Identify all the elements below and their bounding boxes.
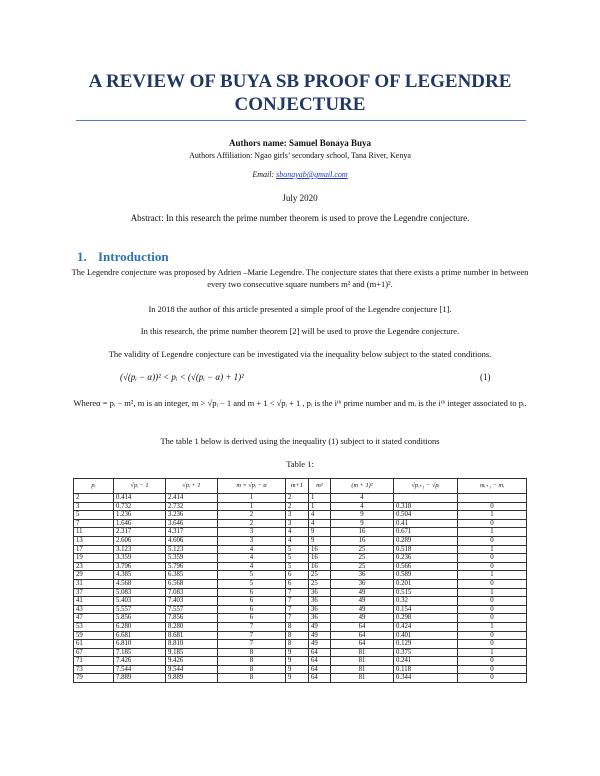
- table-cell: 4: [309, 519, 331, 528]
- table-cell: 16: [309, 562, 331, 571]
- table-cell: 0.236: [394, 554, 458, 563]
- table-cell: 25: [331, 554, 394, 563]
- table-cell: 7: [218, 622, 286, 631]
- table-row: [74, 545, 527, 554]
- table-cell: 64: [309, 648, 331, 657]
- table-cell: 9.889: [166, 674, 218, 683]
- table-row: [74, 519, 527, 528]
- data-table: [73, 478, 527, 683]
- table-cell: 16: [309, 545, 331, 554]
- table-cell: 1: [309, 502, 331, 511]
- abstract: Abstract: In this research the prime number theorem is used to prove the Legendre conjecture.: [130, 213, 470, 223]
- table-cell: 7.083: [166, 588, 218, 597]
- table-cell: 0.424: [394, 622, 458, 631]
- table-body: [74, 494, 527, 683]
- table-cell: 0: [458, 665, 527, 674]
- section-heading-introduction: [77, 249, 169, 265]
- table-cell: 3: [218, 528, 286, 537]
- table-cell: 5.359: [166, 554, 218, 563]
- table-cell: 5: [286, 562, 309, 571]
- table-cell: 0: [458, 502, 527, 511]
- affiliation-line: Authors Affiliation: Ngao girls’ secondary school, Tana River, Kenya: [189, 151, 411, 160]
- table-cell: 1: [458, 648, 527, 657]
- table-cell: 2.606: [114, 536, 166, 545]
- table-cell: 36: [331, 579, 394, 588]
- table-cell: 5.856: [114, 614, 166, 623]
- table-cell: 64: [309, 657, 331, 666]
- table-cell: 1: [458, 571, 527, 580]
- table-cell: 1: [218, 494, 286, 503]
- table-cell: 7: [218, 631, 286, 640]
- table-cell: 9: [309, 536, 331, 545]
- where-definitions: Whereα = pᵢ − m², m is an integer, m > √pᵢ − 1 and m + 1 < √pᵢ + 1 , pᵢ is the iᵗʰ prime number and mᵢ is the iᵗʰ integer associated to pᵢ.: [73, 398, 527, 408]
- table-row: [74, 622, 527, 631]
- table-cell: 0: [458, 562, 527, 571]
- table-row: [74, 511, 527, 520]
- table-cell: 2: [74, 494, 114, 503]
- table-cell: 17: [74, 545, 114, 554]
- table-cell: 0: [458, 657, 527, 666]
- table-cell: 0: [458, 597, 527, 606]
- table-cell: 8: [218, 665, 286, 674]
- table-cell: 8.681: [166, 631, 218, 640]
- table-cell: 1: [458, 622, 527, 631]
- table-cell: 9: [286, 674, 309, 683]
- table-cell: 9: [286, 657, 309, 666]
- table-cell: 8: [218, 657, 286, 666]
- table-cell: 2.317: [114, 528, 166, 537]
- table-row: [74, 614, 527, 623]
- paper-title: A REVIEW OF BUYA SB PROOF OF LEGENDRE CONJECTURE: [88, 71, 512, 115]
- table-cell: 9.544: [166, 665, 218, 674]
- paragraph-prior-proof: In 2018 the author of this article presented a simple proof of the Legendre conjecture [1].: [148, 304, 452, 314]
- table-cell: 81: [331, 648, 394, 657]
- table-cell: 0.515: [394, 588, 458, 597]
- table-cell: 0.32: [394, 597, 458, 606]
- table-cell: 3.646: [166, 519, 218, 528]
- header-m-diff: mᵢ₊₁ − mᵢ: [458, 479, 527, 494]
- table-cell: 0.504: [394, 511, 458, 520]
- table-header-row: [74, 479, 527, 494]
- table-cell: 2: [218, 511, 286, 520]
- table-cell: 0: [458, 519, 527, 528]
- table-row: [74, 579, 527, 588]
- table-cell: 25: [309, 579, 331, 588]
- table-row: [74, 528, 527, 537]
- table-row: [74, 665, 527, 674]
- table-cell: 0.375: [394, 648, 458, 657]
- table-cell: 1: [309, 494, 331, 503]
- table-cell: 6.568: [166, 579, 218, 588]
- paragraph-pnt: In this research, the prime number theorem [2] will be used to prove the Legendre conjecture.: [140, 326, 460, 336]
- table-cell: 9: [331, 519, 394, 528]
- table-row: [74, 562, 527, 571]
- table-cell: 37: [74, 588, 114, 597]
- table-cell: 0.518: [394, 545, 458, 554]
- table-cell: 79: [74, 674, 114, 683]
- table-cell: 3: [286, 511, 309, 520]
- table-cell: 49: [331, 614, 394, 623]
- table-cell: 64: [309, 674, 331, 683]
- table-cell: 8.280: [166, 622, 218, 631]
- table-cell: 8.810: [166, 640, 218, 649]
- table-cell: 0: [458, 579, 527, 588]
- table-cell: 49: [331, 588, 394, 597]
- table-cell: 73: [74, 665, 114, 674]
- table-cell: 4: [286, 528, 309, 537]
- table-cell: 81: [331, 674, 394, 683]
- table-cell: 31: [74, 579, 114, 588]
- table-cell: 4.568: [114, 579, 166, 588]
- table-cell: 0.289: [394, 536, 458, 545]
- table-cell: 0.344: [394, 674, 458, 683]
- table-cell: 7.185: [114, 648, 166, 657]
- table-cell: 3.796: [114, 562, 166, 571]
- table-cell: 4: [218, 562, 286, 571]
- table-cell: 64: [331, 622, 394, 631]
- table-cell: 16: [331, 528, 394, 537]
- table-cell: 7: [286, 614, 309, 623]
- table-cell: 7.557: [166, 605, 218, 614]
- header-m-plus-1: m+1: [286, 479, 309, 494]
- table-cell: 67: [74, 648, 114, 657]
- table-cell: 1: [458, 528, 527, 537]
- table-cell: 36: [309, 605, 331, 614]
- table-cell: 0.154: [394, 605, 458, 614]
- table-cell: 19: [74, 554, 114, 563]
- table-cell: 5: [218, 579, 286, 588]
- table-cell: 6: [286, 571, 309, 580]
- email-label: Email:: [252, 170, 275, 179]
- table-cell: 6.280: [114, 622, 166, 631]
- table-cell: 3.236: [166, 511, 218, 520]
- table-cell: 7.544: [114, 665, 166, 674]
- table-cell: 2.732: [166, 502, 218, 511]
- table-cell: 7.426: [114, 657, 166, 666]
- table-cell: 71: [74, 657, 114, 666]
- table-caption: Table 1:: [286, 459, 314, 469]
- table-cell: [394, 494, 458, 503]
- header-m: m = √pᵢ − α: [218, 479, 286, 494]
- table-cell: 0.129: [394, 640, 458, 649]
- table-cell: 11: [74, 528, 114, 537]
- table-cell: 81: [331, 657, 394, 666]
- table-cell: 36: [309, 588, 331, 597]
- table-intro: The table 1 below is derived using the inequality (1) subject to it stated conditions: [160, 436, 440, 446]
- table-cell: 2.414: [166, 494, 218, 503]
- intro-paragraph: The Legendre conjecture was proposed by Adrien –Marie Legendre. The conjecture states that there exists a prime number in between every two consecutive square numbers m² and (m+1)².: [71, 267, 529, 289]
- table-cell: 5: [286, 554, 309, 563]
- table-cell: 8: [286, 622, 309, 631]
- table-cell: 3.123: [114, 545, 166, 554]
- table-cell: 16: [331, 536, 394, 545]
- table-cell: 0.241: [394, 657, 458, 666]
- section-title: Introduction: [98, 249, 169, 264]
- table-cell: 2: [286, 494, 309, 503]
- table-cell: 4: [331, 494, 394, 503]
- table-cell: 0: [458, 605, 527, 614]
- table-cell: 0: [458, 631, 527, 640]
- table-cell: 5: [286, 545, 309, 554]
- table-cell: 6: [218, 588, 286, 597]
- table-row: [74, 494, 527, 503]
- table-cell: 8: [286, 640, 309, 649]
- table-cell: 1: [458, 511, 527, 520]
- email-line: [40, 169, 560, 180]
- table-cell: 59: [74, 631, 114, 640]
- table-row: [74, 674, 527, 683]
- table-cell: 0.566: [394, 562, 458, 571]
- table-cell: 9: [286, 648, 309, 657]
- table-row: [74, 588, 527, 597]
- table-cell: 2: [218, 519, 286, 528]
- table-cell: 8: [218, 648, 286, 657]
- table-cell: 1.236: [114, 511, 166, 520]
- table-cell: 1: [458, 588, 527, 597]
- table-cell: 0.414: [114, 494, 166, 503]
- table-cell: 49: [309, 640, 331, 649]
- table-cell: 0: [458, 536, 527, 545]
- table-cell: 25: [309, 571, 331, 580]
- table-cell: 3: [218, 536, 286, 545]
- table-cell: 9: [286, 665, 309, 674]
- table-cell: 5.123: [166, 545, 218, 554]
- header-m-squared: m²: [309, 479, 331, 494]
- table-cell: 0.589: [394, 571, 458, 580]
- table-cell: 1.646: [114, 519, 166, 528]
- table-cell: 0.401: [394, 631, 458, 640]
- table-cell: 61: [74, 640, 114, 649]
- table-cell: 0: [458, 554, 527, 563]
- table-cell: 7.403: [166, 597, 218, 606]
- table-cell: 4: [218, 545, 286, 554]
- table-cell: 7: [286, 597, 309, 606]
- table-cell: 0: [458, 614, 527, 623]
- table-cell: 6: [218, 614, 286, 623]
- table-cell: 7.889: [114, 674, 166, 683]
- table-row: [74, 648, 527, 657]
- table-cell: 6: [218, 597, 286, 606]
- header-sqrt-minus-1: √pᵢ − 1: [114, 479, 166, 494]
- table-cell: 1: [458, 545, 527, 554]
- table-cell: 1: [218, 502, 286, 511]
- table-row: [74, 536, 527, 545]
- table-cell: 0: [458, 674, 527, 683]
- table-cell: 53: [74, 622, 114, 631]
- table-cell: 25: [331, 562, 394, 571]
- table-cell: 3: [74, 502, 114, 511]
- authors-line: Authors name: Samuel Bonaya Buya: [228, 138, 372, 148]
- title-divider: [76, 120, 526, 121]
- table-cell: 47: [74, 614, 114, 623]
- table-cell: 4: [331, 502, 394, 511]
- inequality-equation: (√(pᵢ − α))² < pᵢ < (√(pᵢ − α) + 1)²: [120, 372, 244, 382]
- table-row: [74, 502, 527, 511]
- date-line: July 2020: [282, 193, 318, 203]
- table-cell: 9: [331, 511, 394, 520]
- table-cell: 9.185: [166, 648, 218, 657]
- table-cell: 49: [309, 622, 331, 631]
- table-cell: 6.810: [114, 640, 166, 649]
- header-p: pᵢ: [74, 479, 114, 494]
- table-cell: 4.606: [166, 536, 218, 545]
- table-cell: 4: [309, 511, 331, 520]
- table-cell: [458, 494, 527, 503]
- table-cell: 49: [309, 631, 331, 640]
- table-cell: 8: [218, 674, 286, 683]
- email-link[interactable]: sbonayab@gmail.com: [276, 170, 348, 179]
- table-cell: 4.385: [114, 571, 166, 580]
- table-row: [74, 571, 527, 580]
- header-m-plus-1-squared: (m + 1)²: [331, 479, 394, 494]
- table-cell: 64: [331, 631, 394, 640]
- table-cell: 64: [309, 665, 331, 674]
- table-cell: 0.318: [394, 502, 458, 511]
- table-cell: 7: [74, 519, 114, 528]
- table-cell: 3: [286, 519, 309, 528]
- table-row: [74, 605, 527, 614]
- table-cell: 9: [309, 528, 331, 537]
- table-cell: 8: [286, 631, 309, 640]
- table-row: [74, 631, 527, 640]
- table-cell: 5.083: [114, 588, 166, 597]
- table-cell: 23: [74, 562, 114, 571]
- table-cell: 64: [331, 640, 394, 649]
- table-cell: 49: [331, 597, 394, 606]
- table-cell: 7: [286, 605, 309, 614]
- table-row: [74, 597, 527, 606]
- table-cell: 0.732: [114, 502, 166, 511]
- table-cell: 0.41: [394, 519, 458, 528]
- table-cell: 29: [74, 571, 114, 580]
- header-sqrt-diff: √pᵢ₊₁ − √pᵢ: [394, 479, 458, 494]
- table-cell: 81: [331, 665, 394, 674]
- table-row: [74, 554, 527, 563]
- table-row: [74, 640, 527, 649]
- table-cell: 7: [218, 640, 286, 649]
- table-cell: 2: [286, 502, 309, 511]
- table-cell: 4.317: [166, 528, 218, 537]
- table-cell: 0.298: [394, 614, 458, 623]
- table-cell: 5.557: [114, 605, 166, 614]
- table-cell: 9.426: [166, 657, 218, 666]
- table-cell: 4: [286, 536, 309, 545]
- table-cell: 6: [286, 579, 309, 588]
- table-cell: 41: [74, 597, 114, 606]
- table-cell: 5.403: [114, 597, 166, 606]
- table-cell: 4: [218, 554, 286, 563]
- table-cell: 6.385: [166, 571, 218, 580]
- table-cell: 3.359: [114, 554, 166, 563]
- table-cell: 13: [74, 536, 114, 545]
- table-cell: 0.201: [394, 579, 458, 588]
- table-cell: 49: [331, 605, 394, 614]
- table-cell: 36: [331, 571, 394, 580]
- table-cell: 36: [309, 614, 331, 623]
- table-cell: 5: [218, 571, 286, 580]
- table-cell: 16: [309, 554, 331, 563]
- table-cell: 7.856: [166, 614, 218, 623]
- header-sqrt-plus-1: √pᵢ + 1: [166, 479, 218, 494]
- equation-number: (1): [480, 372, 491, 382]
- table-cell: 0.671: [394, 528, 458, 537]
- table-cell: 0: [458, 640, 527, 649]
- table-cell: 43: [74, 605, 114, 614]
- table-cell: 5: [74, 511, 114, 520]
- table-cell: 6: [218, 605, 286, 614]
- table-cell: 25: [331, 545, 394, 554]
- table-cell: 6.681: [114, 631, 166, 640]
- table-cell: 7: [286, 588, 309, 597]
- table-row: [74, 657, 527, 666]
- paragraph-validity: The validity of Legendre conjecture can be investigated via the inequality below subject to the stated conditions.: [108, 349, 492, 359]
- table-cell: 36: [309, 597, 331, 606]
- table-cell: 5.796: [166, 562, 218, 571]
- section-number: 1.: [77, 249, 87, 264]
- table-cell: 0.118: [394, 665, 458, 674]
